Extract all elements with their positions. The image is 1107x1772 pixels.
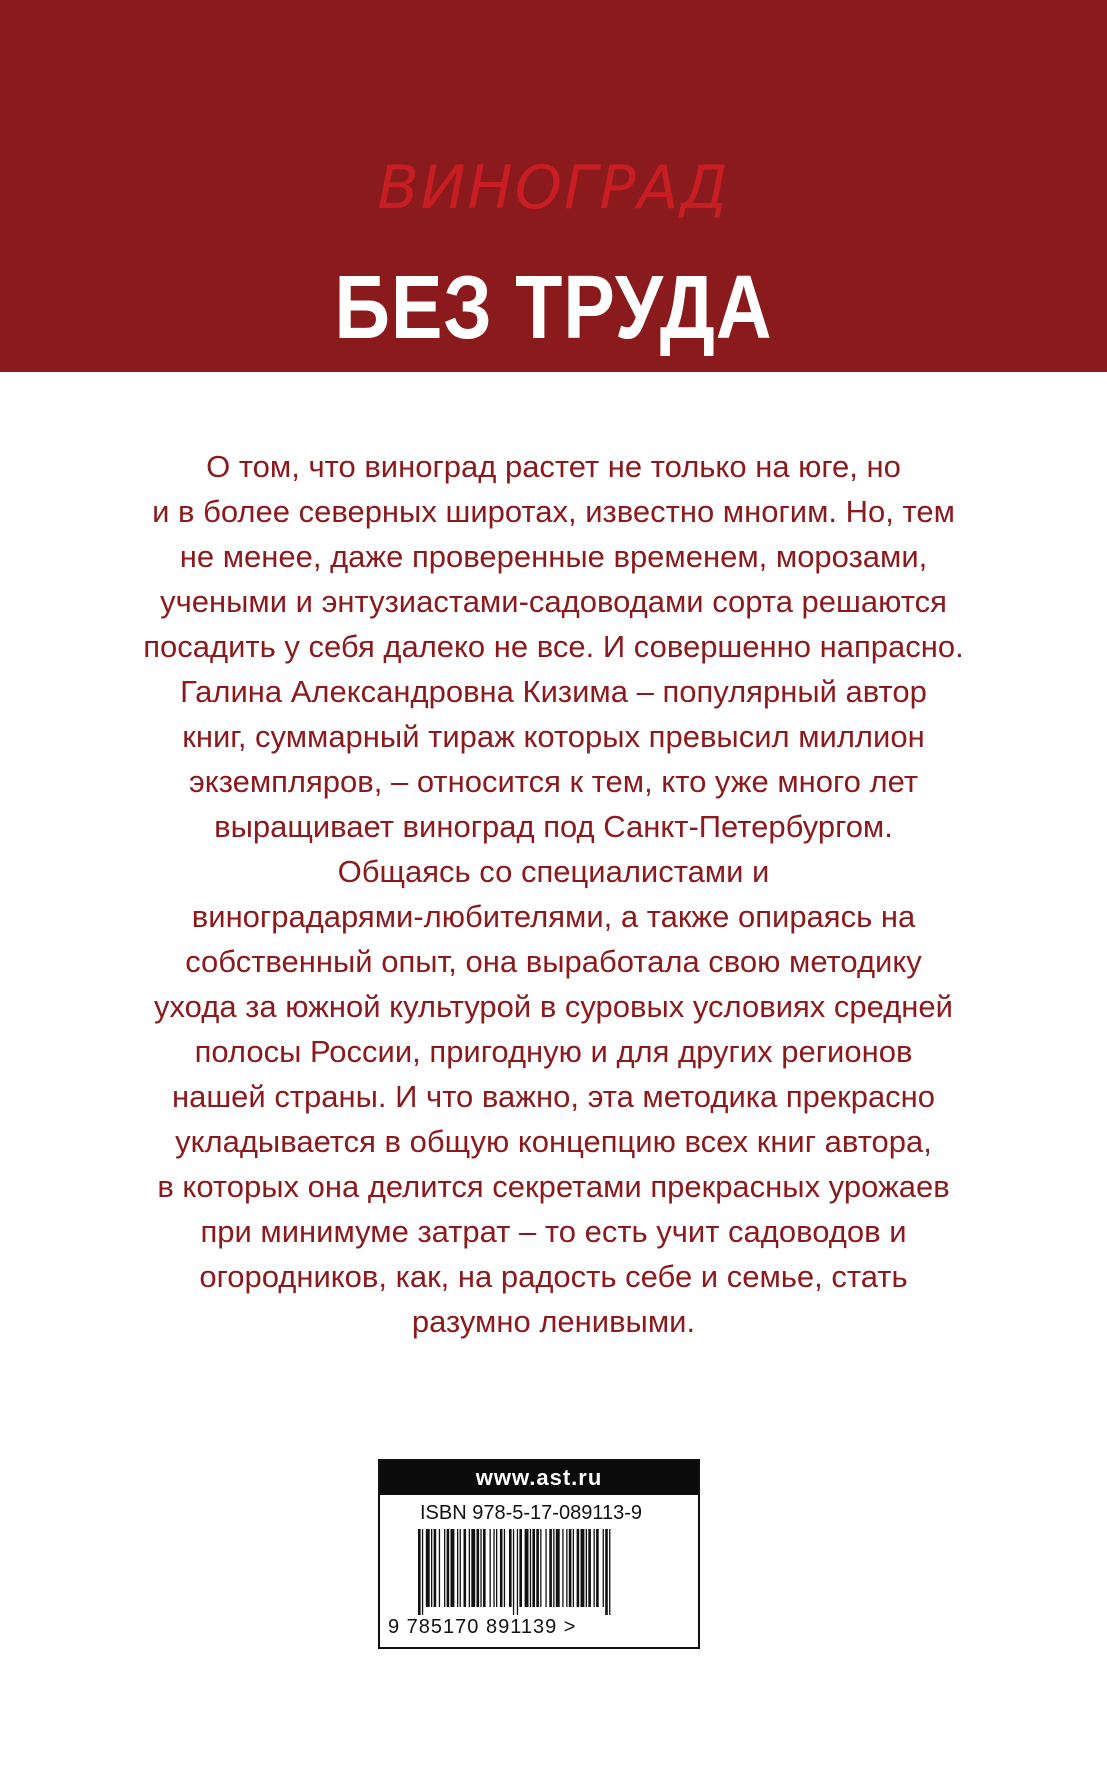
barcode-bar: [431, 1529, 432, 1607]
barcode-bar: [434, 1529, 437, 1607]
barcode-bar: [586, 1529, 587, 1607]
barcode-bar: [594, 1529, 595, 1607]
blurb-line: виноградарями-любителями, а также опираясь на: [191, 899, 916, 934]
barcode-bar: [596, 1529, 599, 1607]
barcode-bar: [426, 1529, 430, 1607]
barcode-bar: [480, 1529, 481, 1607]
barcode-bar: [490, 1529, 491, 1607]
barcode-bar: [460, 1529, 461, 1607]
barcode-bar: [525, 1529, 529, 1607]
blurb-line: О том, что виноград растет не только на юге, но: [206, 449, 901, 484]
barcode-bar: [457, 1529, 458, 1607]
series-title: ВИНОГРАД: [377, 153, 730, 223]
barcode-bar: [556, 1529, 560, 1607]
barcode-bar: [451, 1529, 455, 1607]
blurb-line: экземпляров, – относится к тем, кто уже много лет: [188, 764, 919, 799]
barcode-bar: [536, 1529, 539, 1607]
barcode-bar: [562, 1529, 563, 1607]
barcode-bar: [569, 1529, 572, 1607]
barcode-bar: [573, 1529, 574, 1607]
barcode-bar: [566, 1529, 567, 1607]
blurb-line: книг, суммарный тираж которых превысил миллион: [182, 719, 925, 754]
barcode-bar: [605, 1529, 608, 1615]
blurb-line: выращивает виноград под Санкт-Петербургом.: [214, 809, 893, 844]
barcode-bar: [444, 1529, 445, 1607]
blurb-line: полосы России, пригодную и для других регионов: [194, 1034, 913, 1069]
barcode-bar: [517, 1529, 518, 1615]
barcode-bar: [439, 1529, 440, 1607]
blurb-line: нашей страны. И что важно, эта методика прекрасно: [171, 1079, 936, 1114]
blurb-line: Галина Александровна Кизима – популярный автор: [180, 674, 927, 709]
blurb-line: огородников, как, на радость себе и семье, стать: [199, 1259, 908, 1294]
barcode-bar: [609, 1529, 610, 1615]
barcode-bar: [577, 1529, 580, 1607]
back-cover-blurb: [80, 444, 1027, 1344]
barcode-bar: [540, 1529, 541, 1607]
barcode-bar: [464, 1529, 467, 1607]
barcode-bar: [447, 1529, 450, 1607]
barcode-bar: [504, 1529, 505, 1607]
barcode-bar: [477, 1529, 480, 1607]
publisher-url: www.ast.ru: [380, 1461, 698, 1495]
barcode-bar: [532, 1529, 535, 1607]
barcode-bar: [545, 1529, 546, 1607]
barcode-bar: [603, 1529, 604, 1607]
barcode-bar: [549, 1529, 552, 1607]
barcode-bar: [500, 1529, 503, 1607]
blurb-line: не менее, даже проверенные временем, морозами,: [179, 539, 928, 574]
isbn-label: ISBN 978-5-17-089113-9: [420, 1502, 642, 1524]
barcode-bar: [509, 1529, 512, 1607]
blurb-line: при минимуме затрат – то есть учит садоводов и: [200, 1214, 907, 1249]
blurb-line: в которых она делится секретами прекрасных урожаев: [157, 1169, 950, 1204]
barcode-bar: [496, 1529, 497, 1607]
blurb-line: и в более северных широтах, известно многим. Но, тем: [152, 494, 955, 529]
barcode-bar: [519, 1529, 522, 1607]
barcode-bar: [588, 1529, 591, 1607]
blurb-line: ухода за южной культурой в суровых условиях средней: [154, 989, 953, 1024]
barcode-bar: [471, 1529, 475, 1607]
blurb-line: разумно ленивыми.: [411, 1304, 696, 1339]
barcode-bar: [581, 1529, 585, 1607]
barcode-bar: [469, 1529, 470, 1607]
blurb-line: укладывается в общую концепцию всех книг автора,: [175, 1124, 932, 1159]
blurb-line: посадить у себя далеко не все. И совершенно напрасно.: [143, 629, 964, 664]
barcode-bar: [483, 1529, 486, 1607]
barcode-bar: [422, 1529, 423, 1615]
barcode-bar: [553, 1529, 554, 1607]
blurb-line: учеными и энтузиастами-садоводами сорта решаются: [160, 584, 947, 619]
barcode-bar: [530, 1529, 531, 1607]
barcode-bar: [513, 1529, 514, 1615]
barcode-bar: [493, 1529, 494, 1607]
blurb-line: собственный опыт, она выработала свою методику: [185, 944, 922, 979]
blurb-line: Общаясь со специалистами и: [337, 854, 770, 889]
barcode-graphic: [418, 1529, 662, 1615]
book-title: БЕЗ ТРУДА: [334, 258, 773, 358]
barcode-bar: [418, 1529, 421, 1615]
barcode-digits: 9 785170 891139 >: [388, 1616, 577, 1638]
barcode-panel: [378, 1459, 700, 1649]
